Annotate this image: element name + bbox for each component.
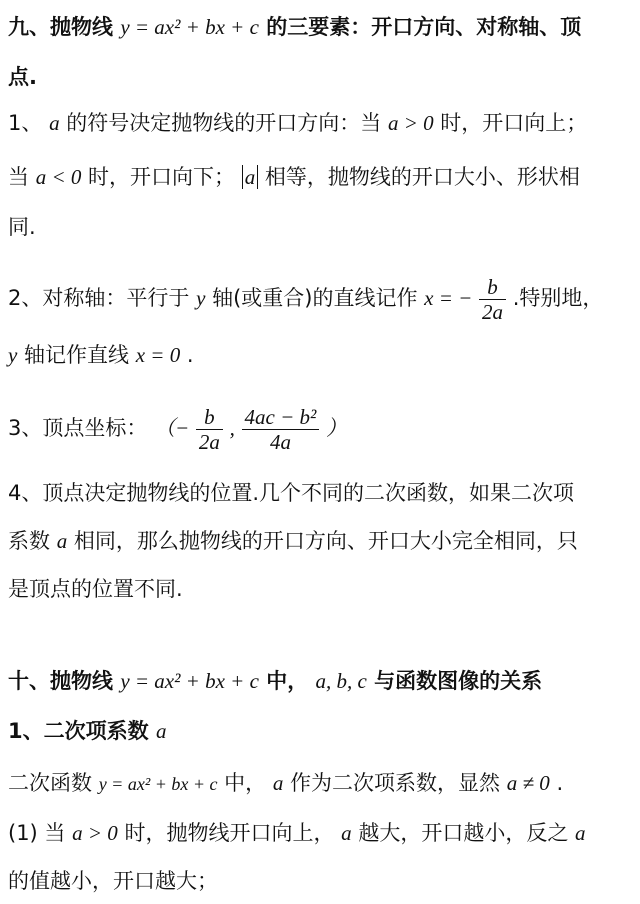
axis-fraction: $\frac{b}{2a}$ [479, 275, 506, 324]
subsection-1-heading: 1、二次项系数 a [8, 719, 167, 743]
section-9-title-rest: 的三要素：开口方向、对称轴、顶 [266, 15, 582, 39]
paragraph-2-line-1: (1) 当 a > 0 时，抛物线开口向上， a 越大，开口越小，反之 a [8, 821, 586, 845]
abs-a: a [242, 165, 259, 189]
paragraph-1: 二次函数 y = ax² + bx + c 中， a 作为二次项系数，显然 a ≠ 0 . [8, 771, 564, 795]
section-9-heading-cont: 点. [8, 65, 37, 89]
item-1-line-3: 同. [8, 215, 36, 239]
vertex-y-fraction: $\frac{\text{4ac − b²}}{4a}$ [242, 405, 320, 454]
axis-lhs: x = − [424, 286, 473, 310]
item-1-line-1: 1、 a 的符号决定抛物线的开口方向：当 a > 0 时，开口向上； [8, 111, 588, 135]
item-3-vertex: 3、顶点坐标： （− $\frac{b}{2a}$ , $\frac{\text{4ac − b²}}{4a}$ ） [8, 404, 348, 454]
paragraph-2-line-2: 的值越小，开口越大； [8, 869, 218, 893]
item-4-line-3: 是顶点的位置不同. [8, 577, 183, 601]
section-10-heading: 十、抛物线 y = ax² + bx + c 中， a, b, c 与函数图像的关系 [8, 669, 543, 693]
item-4-line-1: 4、顶点决定抛物线的位置.几个不同的二次函数，如果二次项 [8, 481, 575, 505]
item-2-line-1: 2、对称轴：平行于 y 轴(或重合)的直线记作 x = − $\frac{b}{2a}$ .特别地， [8, 274, 604, 324]
section-9-formula: y = ax² + bx + c [120, 15, 259, 39]
section-9-prefix: 九、抛物线 [8, 15, 113, 39]
item-4-line-2: 系数 a 相同，那么抛物线的开口方向、开口大小完全相同，只 [8, 529, 578, 553]
vertex-x-fraction: $\frac{b}{2a}$ [196, 405, 223, 454]
section-9-heading [8, 12, 634, 42]
item-2-line-2: y 轴记作直线 x = 0 . [8, 343, 194, 367]
item-1-line-2: 当 a < 0 时，开口向下； a 相等，抛物线的开口大小、形状相 [8, 165, 580, 189]
